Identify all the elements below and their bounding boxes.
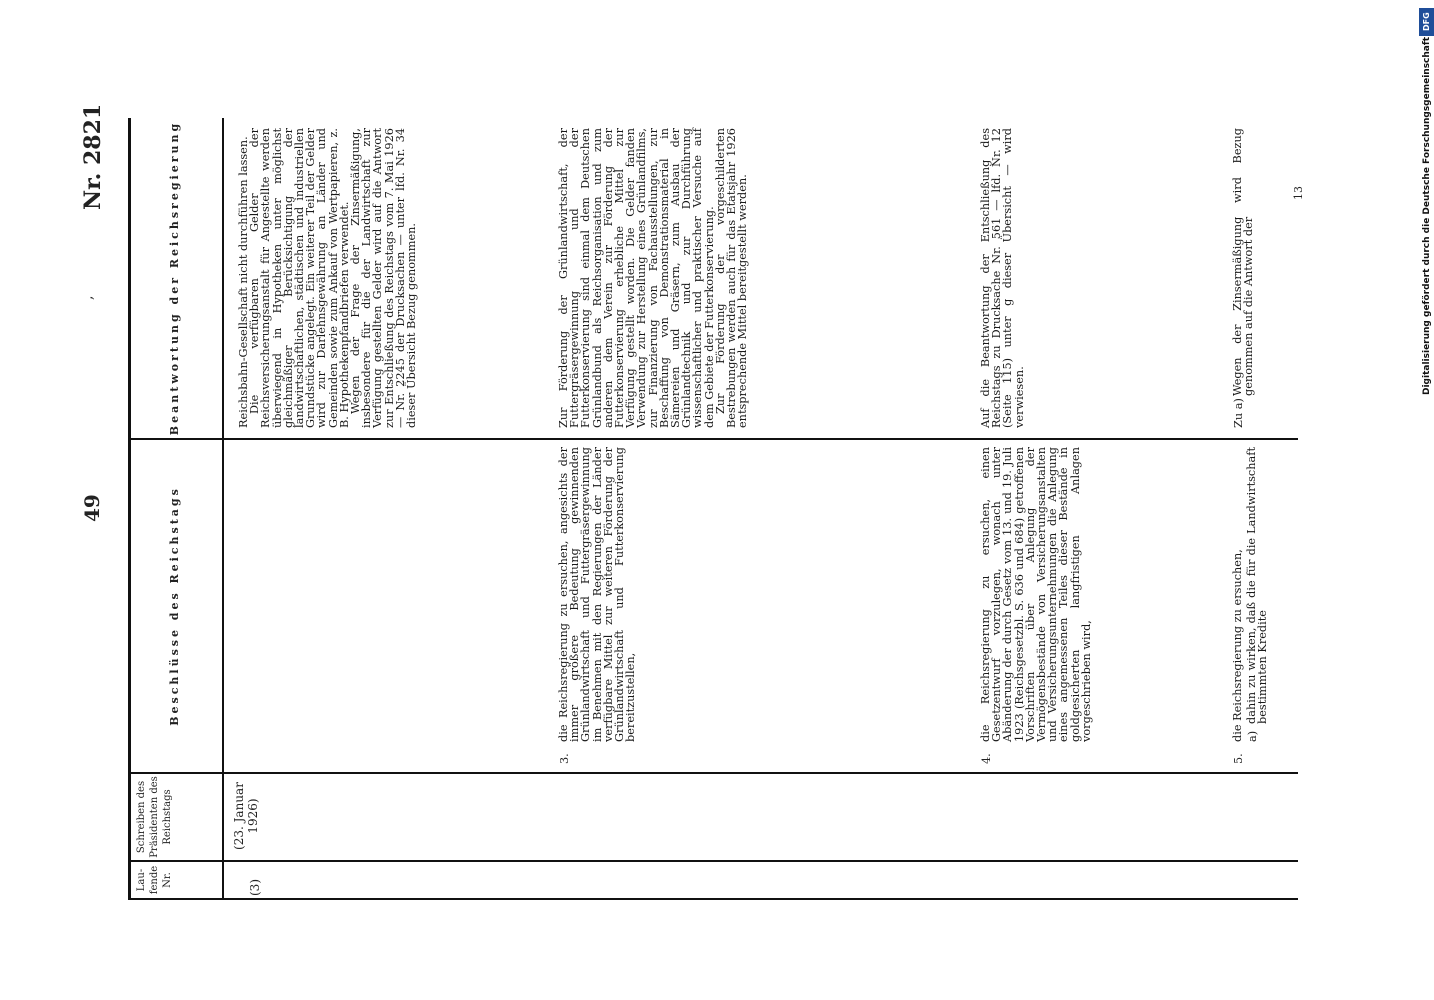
page-number-left: 49 <box>80 494 104 522</box>
col-header-schreiben: Schreiben des Präsidenten des Reichstags <box>136 776 173 858</box>
item-4-marker: 4. <box>980 753 993 764</box>
table-left-rule <box>128 898 1298 900</box>
answer-para-2: Die verfügbaren Gelder der Reichsversicherungsanstalt für Angestellte werden überwiegend in Hypotheken unter möglichst gleichmäßiger Berücksichtigung der landwirtschaftlichen, städtischen und industriellen Grundstücke angelegt. Ein weiterer Teil der Gelder wird zur Darlehnsgewährung an Länder und Gemeinden sowie zum Ankauf von Wertpapieren, z. B. Hypothekenpfandbriefen verwendet. <box>248 128 351 428</box>
item-5a-beschluss: dahin zu wirken, daß die für die Landwirtschaft bestimmten Kredite <box>1245 447 1270 724</box>
item-5-marker: 5. <box>1232 753 1245 764</box>
col-header-beschluesse: Beschlüsse des Reichstags <box>168 486 181 726</box>
item-3-antwort-para-2: Zur Förderung der vorgeschilderten Bestrebungen werden auch für das Etatsjahr 1926 entsprechende Mittel bereitgestellt werden. <box>713 128 750 428</box>
page-number-right: Nr. 2821 <box>80 103 106 210</box>
table-header-rule <box>222 118 224 900</box>
col-divider-3 <box>128 438 1298 440</box>
item-5-beschluss-intro: die Reichsregierung zu ersuchen, <box>1231 549 1244 742</box>
col-divider-1 <box>128 860 1298 862</box>
dfg-credit-sidebar <box>1419 8 1434 393</box>
row-schreiben-date: (23. Januar 1926) <box>232 782 260 850</box>
answer-para-3: Wegen der Frage der Zinsermäßigung, insbesondere für die der Landwirtschaft zur Verfügung gestellten Gelder wird auf die Antwort zur Entschließung des Reichstags vom 7. Mai 1926 — Nr. 2245 der Drucksachen — unter lfd. Nr. 34 dieser Übersicht Bezug genommen. <box>349 128 419 428</box>
table-top-rule <box>128 118 131 900</box>
item-4-antwort: Auf die Beantwortung der Entschließung des Reichstags zu Drucksache Nr. 561 — lfd. Nr. 12 (Seite 115) unter g dieser Übersicht — wird verwiesen. <box>979 128 1026 428</box>
item-5-antwort: Wegen der Zinsermäßigung wird Bezug genommen auf die Antwort der <box>1231 128 1256 396</box>
header-tick: , <box>80 295 96 300</box>
item-3-antwort-para-1: Zur Förderung der Grünlandwirtschaft, der Futtergräsergewinnung und der Futterkonservierung sind einmal dem Deutschen Grünlandbund als Reichsorganisation und zum anderen dem Verein zur Förderung der Futterkonservierung erhebliche Mittel zur Verfügung gestellt worden. Die Gelder fanden Verwendung zur Herstellung eines Grünlandfilms, zur Finanzierung von Fachausstellungen, zur Beschaffung von Demonstrationsmaterial in Sämereien und Gräsern, zum Ausbau der Grünlandtechnik und zur Durchführung wissenschaftlicher und praktischer Versuche auf dem Gebiete der Futterkonservierung. <box>557 128 716 428</box>
item-5-antwort-marker: Zu a) <box>1232 398 1245 428</box>
answer-para-1: Reichsbahn-Gesellschaft nicht durchführen lassen. <box>237 136 250 428</box>
col-header-lfd: Lau- fende Nr. <box>136 865 173 895</box>
col-divider-2 <box>128 772 1298 774</box>
item-5a-marker: a) <box>1246 730 1259 742</box>
col-header-beantwortung: Beantwortung der Reichsregierung <box>168 120 181 436</box>
footer-page-number: 13 <box>1292 186 1305 200</box>
row-lfd-number: (3) <box>248 879 262 896</box>
item-3-antwort <box>558 128 748 428</box>
item-3-marker: 3. <box>558 753 571 764</box>
item-4-beschluss: die Reichsregierung zu ersuchen, einen Gesetzentwurf vorzulegen, wonach unter Abänderung der durch Gesetz vom 13. und 19. Juli 1923 (Reichsgesetzbl. S. 636 und 684) getroffenen Vorschriften über Anlegung der Vermögensbestände von Versicherungsanstalten und Versicherungsunternehmungen die Anlegung eines angemessenen Teiles dieser Bestände in goldgesicherten langfristigen Anlagen vorgeschrieben wird, <box>979 447 1093 742</box>
item-3-beschluss: die Reichsregierung zu ersuchen, angesichts der immer größere Bedeutung gewinnenden Grünlandwirtschaft und Futtergräsergewinnung im Benehmen mit den Regierungen der Länder verfügbare Mittel zur weiteren Förderung der Grünlandwirtschaft und Futterkonservierung bereitzustellen, <box>557 447 638 742</box>
dfg-logo: DFG <box>1419 8 1434 36</box>
dfg-credit-text: Digitalisierung gefördert durch die Deutsche Forschungsgemeinschaft <box>1422 36 1432 395</box>
answer-continuation <box>238 128 417 428</box>
